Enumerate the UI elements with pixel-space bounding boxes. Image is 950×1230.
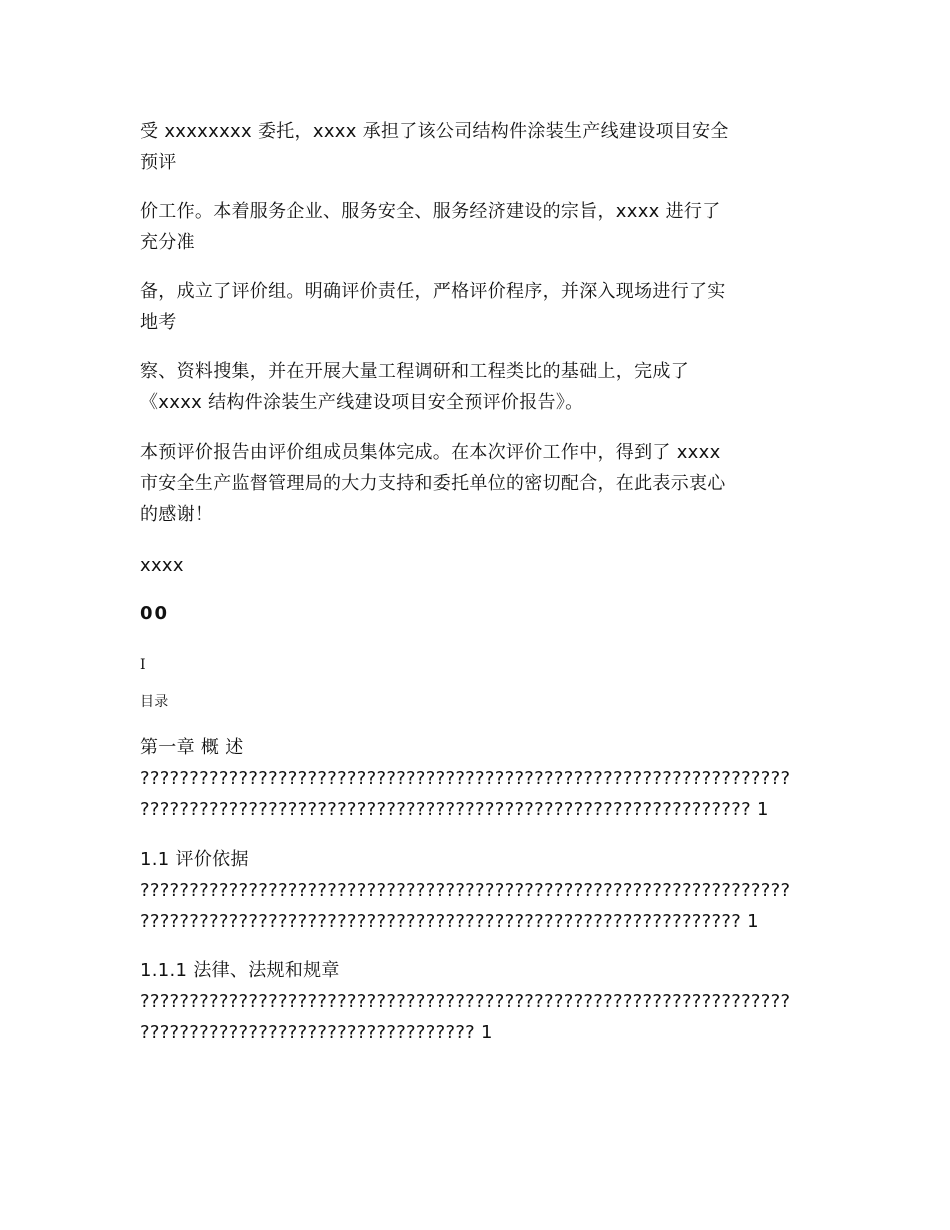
intro-line: 备，成立了评价组。明确评价责任，严格评价程序，并深入现场进行了实 [140,281,726,302]
intro-line: 受 xxxxxxxx 委托，xxxx 承担了该公司结构件涂装生产线建设项目安全 [140,121,729,142]
toc-entry-leader-page: ????????????????????????????????????????????????????????????? 1 [140,911,759,932]
toc-entry-chapter-1[interactable] [140,732,820,825]
toc-entry-leader-page: ?????????????????????????????????????????????????????????????? 1 [140,799,769,820]
toc-entry-leader: ?????????????????????????????????????????????????????????????????? [140,991,791,1012]
intro-paragraph-2 [140,196,820,258]
toc-entry-heading: 1.1.1 法律、法规和规章 [140,960,340,981]
signature-org: xxxx [140,555,184,576]
intro-line: 充分准 [140,232,195,253]
signature-date: 00 [140,603,170,624]
toc-entry-leader-page: ?????????????????????????????????? 1 [140,1022,493,1043]
intro-line: 察、资料搜集，并在开展大量工程调研和工程类比的基础上，完成了 [140,361,689,382]
intro-line: 地考 [140,312,177,333]
page-number: I [140,657,146,673]
ack-line: 本预评价报告由评价组成员集体完成。在本次评价工作中，得到了 xxxx [140,442,721,463]
toc-entry-heading: 第一章 概 述 [140,737,244,758]
ack-line: 的感谢！ [140,504,214,525]
toc-title: 目录 [140,694,169,710]
toc-entry-1-1-1[interactable] [140,955,820,1048]
intro-paragraph-4 [140,356,820,418]
intro-line: 价工作。本着服务企业、服务安全、服务经济建设的宗旨，xxxx 进行了 [140,201,721,222]
toc-entry-heading: 1.1 评价依据 [140,849,249,870]
intro-paragraph-3 [140,276,820,338]
toc-entry-1-1[interactable] [140,844,820,937]
intro-line: 预评 [140,152,177,173]
toc-entry-leader: ?????????????????????????????????????????????????????????????????? [140,880,791,901]
intro-paragraph-1 [140,116,820,178]
intro-line: 《xxxx 结构件涂装生产线建设项目安全预评价报告》。 [140,392,584,413]
toc-entry-leader: ?????????????????????????????????????????????????????????????????? [140,768,791,789]
ack-line: 市安全生产监督管理局的大力支持和委托单位的密切配合，在此表示衷心 [140,473,726,494]
acknowledgement-paragraph [140,437,820,530]
